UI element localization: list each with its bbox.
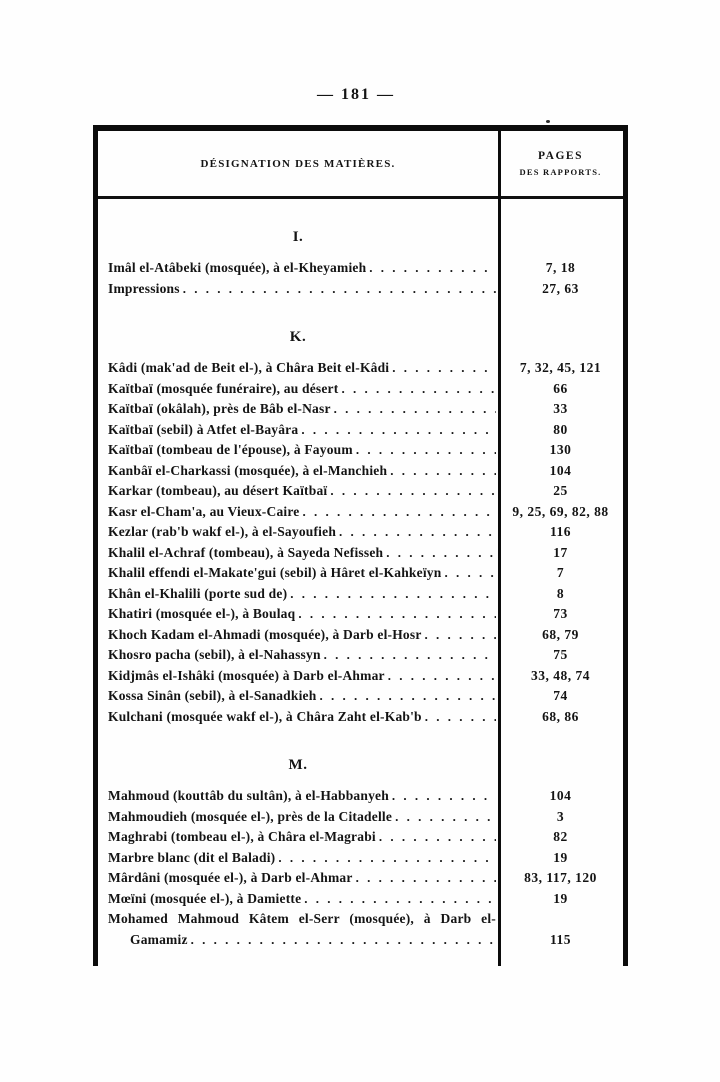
entry-row — [98, 807, 623, 828]
entry-designation-cell — [98, 604, 498, 625]
entry-label: Kaïtbaï (sebil) à Atfet el-Bayâra — [108, 421, 299, 437]
entry-row — [98, 889, 623, 910]
entry-label: Kidjmâs el-Ishâki (mosquée) à Darb el-Ahmar — [108, 667, 385, 683]
entry-pages: 75 — [553, 647, 568, 662]
entry-main-line — [98, 399, 623, 420]
entry-main-line — [98, 358, 623, 379]
entry-label: Khalil effendi el-Makate'gui (sebil) à Hâret el-Kahkeïyn — [108, 565, 442, 580]
entry-label: Gamamiz — [130, 931, 188, 947]
entry-pages: 74 — [553, 688, 568, 703]
entry-row — [98, 420, 623, 441]
entry-row — [98, 502, 623, 523]
entry-row — [98, 379, 623, 400]
entry-main-line — [98, 584, 623, 605]
entry-label: Kulchani (mosquée wakf el-), à Châra Zaht el-Kab'b — [108, 708, 422, 724]
entry-label: Kâdi (mak'ad de Beit el-), à Châra Beit el-Kâdi — [108, 360, 390, 375]
entry-label: Mahmoudieh (mosquée el-), près de la Citadelle — [108, 808, 393, 824]
entry-designation-cell — [98, 707, 498, 728]
entry-label: Imâl el-Atâbeki (mosquée), à el-Kheyamieh — [108, 260, 367, 275]
entry-pages: 33, 48, 74 — [531, 667, 590, 683]
entry-designation-cell — [98, 461, 498, 482]
dot-leader — [319, 686, 496, 707]
dot-leader — [191, 930, 496, 951]
dot-leader — [425, 707, 496, 728]
entry-designation-cell — [98, 279, 498, 300]
entry-pages: 19 — [553, 849, 568, 865]
entry-label: Marbre blanc (dit el Baladi) — [108, 849, 276, 865]
entry-row — [98, 461, 623, 482]
section-entries — [98, 786, 623, 950]
entry-main-line — [98, 625, 623, 646]
entry-designation-cell — [98, 686, 498, 707]
entry-pages: 27, 63 — [542, 280, 579, 296]
entry-label: Karkar (tombeau), au désert Kaïtbaï — [108, 483, 328, 498]
entry-pages: 68, 79 — [542, 626, 579, 642]
entry-designation-cell — [98, 379, 498, 400]
entry-main-line — [98, 258, 623, 279]
entry-label: Khoch Kadam el-Ahmadi (mosquée), à Darb el-Hosr — [108, 626, 422, 642]
entry-designation-cell — [98, 502, 498, 523]
dot-leader — [392, 358, 496, 379]
entry-label: Kaïtbaï (tombeau de l'épouse), à Fayoum — [108, 442, 353, 457]
entry-label: Kasr el-Cham'a, au Vieux-Caire — [108, 503, 300, 519]
entry-main-line — [98, 461, 623, 482]
entry-pages: 104 — [549, 462, 572, 478]
entry-label: Maghrabi (tombeau el-), à Châra el-Magrabi — [108, 829, 376, 844]
entry-designation-cell — [98, 440, 498, 461]
entry-label: Kaïtbaï (okâlah), près de Bâb el-Nasr — [108, 401, 331, 416]
dot-leader — [183, 279, 496, 300]
entry-pages: 66 — [553, 380, 568, 396]
entry-label: Kaïtbaï (mosquée funéraire), au désert — [108, 380, 339, 396]
entry-designation-cell — [98, 868, 498, 889]
entry-label: Mahmoud (kouttâb du sultân), à el-Habbanyeh — [108, 788, 389, 803]
entry-pages: 7 — [556, 565, 565, 580]
dot-leader — [386, 543, 496, 564]
section-letter: M. — [288, 757, 308, 773]
entry-label: Kossa Sinân (sebil), à el-Sanadkieh — [108, 688, 317, 703]
table-body — [98, 199, 623, 967]
entry-pages: 7, 32, 45, 121 — [519, 360, 602, 375]
entry-row — [98, 481, 623, 502]
entry-pages: 83, 117, 120 — [524, 870, 597, 885]
entry-main-line — [98, 440, 623, 461]
entry-main-line — [98, 930, 623, 951]
entry-designation-cell — [98, 522, 498, 543]
entry-row — [98, 584, 623, 605]
entry-label: Mœïni (mosquée el-), à Damiette — [108, 890, 302, 906]
entry-row — [98, 786, 623, 807]
dot-leader — [390, 461, 496, 482]
index-table — [93, 125, 628, 966]
entry-row — [98, 440, 623, 461]
dot-leader — [304, 889, 496, 910]
entry-main-line — [98, 481, 623, 502]
index-section — [98, 227, 623, 299]
entry-designation-cell — [98, 807, 498, 828]
entry-designation-cell — [98, 827, 498, 848]
index-section — [98, 755, 623, 950]
entry-main-line — [98, 420, 623, 441]
entry-main-line — [98, 379, 623, 400]
entry-pages: 68, 86 — [542, 708, 579, 724]
entry-label-overflow: Mohamed Mahmoud Kâtem el-Serr (mosquée), à Darb el- — [108, 911, 496, 926]
entry-designation-cell — [98, 543, 498, 564]
entry-row — [98, 868, 623, 889]
entry-main-line — [98, 686, 623, 707]
column-header-pages-line2: DES RAPPORTS. — [519, 167, 602, 177]
entry-designation-cell — [98, 625, 498, 646]
entry-row — [98, 358, 623, 379]
dot-leader — [278, 848, 496, 869]
dot-leader — [341, 379, 496, 400]
column-header-pages-line1: PAGES — [538, 150, 583, 162]
entry-main-line — [98, 279, 623, 300]
dot-leader — [330, 481, 496, 502]
dot-leader — [369, 258, 496, 279]
entry-designation-cell — [98, 786, 498, 807]
entry-row — [98, 686, 623, 707]
dot-leader — [388, 666, 496, 687]
entry-pages: 33 — [553, 401, 568, 416]
entry-main-line — [98, 563, 623, 584]
dot-leader — [334, 399, 496, 420]
column-header-pages — [498, 131, 623, 196]
column-header-designation: DÉSIGNATION DES MATIÈRES. — [200, 157, 396, 170]
entry-main-line — [98, 604, 623, 625]
entry-designation-cell — [98, 930, 498, 951]
entry-pages: 115 — [549, 931, 571, 947]
entry-row — [98, 625, 623, 646]
entry-pages: 82 — [553, 829, 568, 844]
entry-row — [98, 707, 623, 728]
entry-pages: 130 — [549, 442, 572, 457]
entry-designation-cell — [98, 584, 498, 605]
entry-designation-cell — [98, 563, 498, 584]
entry-label: Impressions — [108, 280, 180, 296]
entry-pages: 8 — [556, 585, 565, 601]
table-header-row — [98, 131, 623, 199]
entry-row — [98, 604, 623, 625]
entry-designation-cell — [98, 399, 498, 420]
entry-label: Kanbâï el-Charkassi (mosquée), à el-Manchieh — [108, 462, 388, 478]
dot-leader — [339, 522, 496, 543]
entry-pages: 104 — [549, 788, 572, 803]
dot-leader — [290, 584, 496, 605]
entry-label: Khatiri (mosquée el-), à Boulaq — [108, 606, 296, 621]
entry-main-line — [98, 666, 623, 687]
entry-row — [98, 827, 623, 848]
entry-main-line — [98, 502, 623, 523]
entry-row — [98, 909, 623, 950]
page-number: — 181 — — [317, 86, 395, 103]
entry-row — [98, 279, 623, 300]
entry-pages: 80 — [553, 421, 568, 437]
dot-leader — [444, 563, 496, 584]
entry-label: Khosro pacha (sebil), à el-Nahassyn — [108, 647, 321, 662]
dot-leader — [356, 868, 496, 889]
entry-designation-cell — [98, 889, 498, 910]
entry-main-line — [98, 827, 623, 848]
entry-designation-cell — [98, 481, 498, 502]
entry-row — [98, 543, 623, 564]
ink-speck — [546, 120, 550, 123]
dot-leader — [303, 502, 497, 523]
entry-designation-cell — [98, 645, 498, 666]
entry-main-line — [98, 786, 623, 807]
entry-main-line — [98, 848, 623, 869]
section-entries — [98, 358, 623, 727]
index-section — [98, 327, 623, 727]
entry-main-line — [98, 707, 623, 728]
entry-main-line — [98, 645, 623, 666]
entry-main-line — [98, 522, 623, 543]
entry-pages: 7, 18 — [545, 260, 576, 275]
entry-pages: 3 — [556, 808, 565, 824]
section-letter: K. — [289, 329, 307, 345]
entry-row — [98, 522, 623, 543]
dot-leader — [395, 807, 496, 828]
entry-pages: 73 — [553, 606, 568, 621]
entry-designation-cell — [98, 666, 498, 687]
entry-label: Kezlar (rab'b wakf el-), à el-Sayoufieh — [108, 524, 337, 539]
entry-main-line — [98, 868, 623, 889]
entry-main-line — [98, 807, 623, 828]
dot-leader — [324, 645, 496, 666]
dot-leader — [356, 440, 496, 461]
entry-label: Khân el-Khalili (porte sud de) — [108, 585, 288, 601]
dot-leader — [301, 420, 496, 441]
entry-designation-cell — [98, 848, 498, 869]
entry-row — [98, 666, 623, 687]
entry-pages: 9, 25, 69, 82, 88 — [512, 503, 609, 519]
entry-row — [98, 399, 623, 420]
entry-designation-cell — [98, 420, 498, 441]
entry-row — [98, 848, 623, 869]
entry-label: Mârdâni (mosquée el-), à Darb el-Ahmar — [108, 870, 353, 885]
entry-row — [98, 563, 623, 584]
entry-pages: 116 — [549, 524, 571, 539]
section-entries — [98, 258, 623, 299]
entry-main-line — [98, 889, 623, 910]
entry-row — [98, 645, 623, 666]
entry-designation-cell — [98, 358, 498, 379]
entry-main-line — [98, 543, 623, 564]
dot-leader — [425, 625, 496, 646]
entry-row — [98, 258, 623, 279]
entry-pages: 25 — [553, 483, 568, 498]
entry-designation-cell — [98, 258, 498, 279]
section-letter: I. — [292, 229, 304, 245]
entry-label: Khalil el-Achraf (tombeau), à Sayeda Nefisseh — [108, 544, 384, 560]
dot-leader — [379, 827, 496, 848]
dot-leader — [392, 786, 496, 807]
entry-pages: 19 — [553, 890, 568, 906]
dot-leader — [298, 604, 496, 625]
entry-pages: 17 — [553, 544, 568, 560]
